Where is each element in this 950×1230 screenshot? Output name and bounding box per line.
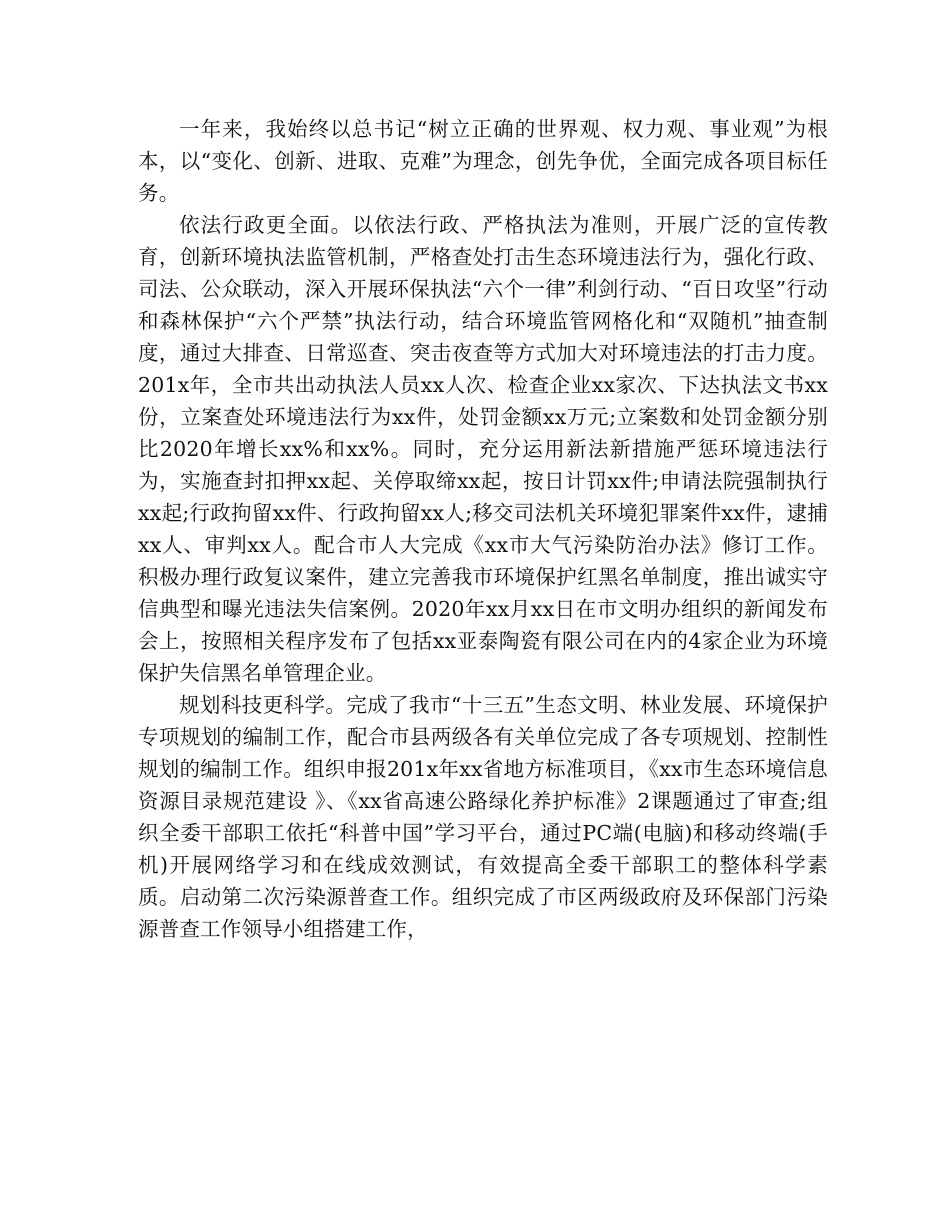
paragraph-intro: 一年来，我始终以总书记“树立正确的世界观、权力观、事业观”为根本，以“变化、创新、进取、克难”为理念，创先争优，全面完成各项目标任务。 [138,117,828,205]
paragraph-planning-technology: 规划科技更科学。完成了我市“十三五”生态文明、林业发展、环境保护专项规划的编制工作，配合市县两级各有关单位完成了各专项规划、控制性规划的编制工作。组织申报201x年xx省地方标准项目，《xx市生态环境信息资源目录规范建设 》、《xx省高速公路绿化养护标准》2课题通过了审查;组织全委干部职工依托“科普中国”学习平台，通过PC端(电脑)和移动终端(手机)开展网络学习和在线成效测试，有效提高全委干部职工的整体科学素质。启动第二次污染源普查工作。组织完成了市区两级政府及环保部门污染源普查工作领导小组搭建工作， [138,693,828,941]
paragraph-law-enforcement: 依法行政更全面。以依法行政、严格执法为准则，开展广泛的宣传教育，创新环境执法监管机制，严格查处打击生态环境违法行为，强化行政、司法、公众联动，深入开展环保执法“六个一律”利剑行动、“百日攻坚”行动和森林保护“六个严禁”执法行动，结合环境监管网格化和“双随机”抽查制度，通过大排查、日常巡查、突击夜查等方式加大对环境违法的打击力度。201x年，全市共出动执法人员xx人次、检查企业xx家次、下达执法文书xx份，立案查处环境违法行为xx件，处罚金额xx万元;立案数和处罚金额分别比2020年增长xx%和xx%。同时，充分运用新法新措施严惩环境违法行为，实施查封扣押xx起、关停取缔xx起，按日计罚xx件;申请法院强制执行xx起;行政拘留xx件、行政拘留xx人;移交司法机关环境犯罪案件xx件，逮捕xx人、审判xx人。配合市人大完成《xx市大气污染防治办法》修订工作。积极办理行政复议案件，建立完善我市环境保护红黑名单制度，推出诚实守信典型和曝光违法失信案例。2020年xx月xx日在市文明办组织的新闻发布会上，按照相关程序发布了包括xx亚泰陶瓷有限公司在内的4家企业为环境保护失信黑名单管理企业。 [138,213,828,685]
document-body [138,113,828,945]
